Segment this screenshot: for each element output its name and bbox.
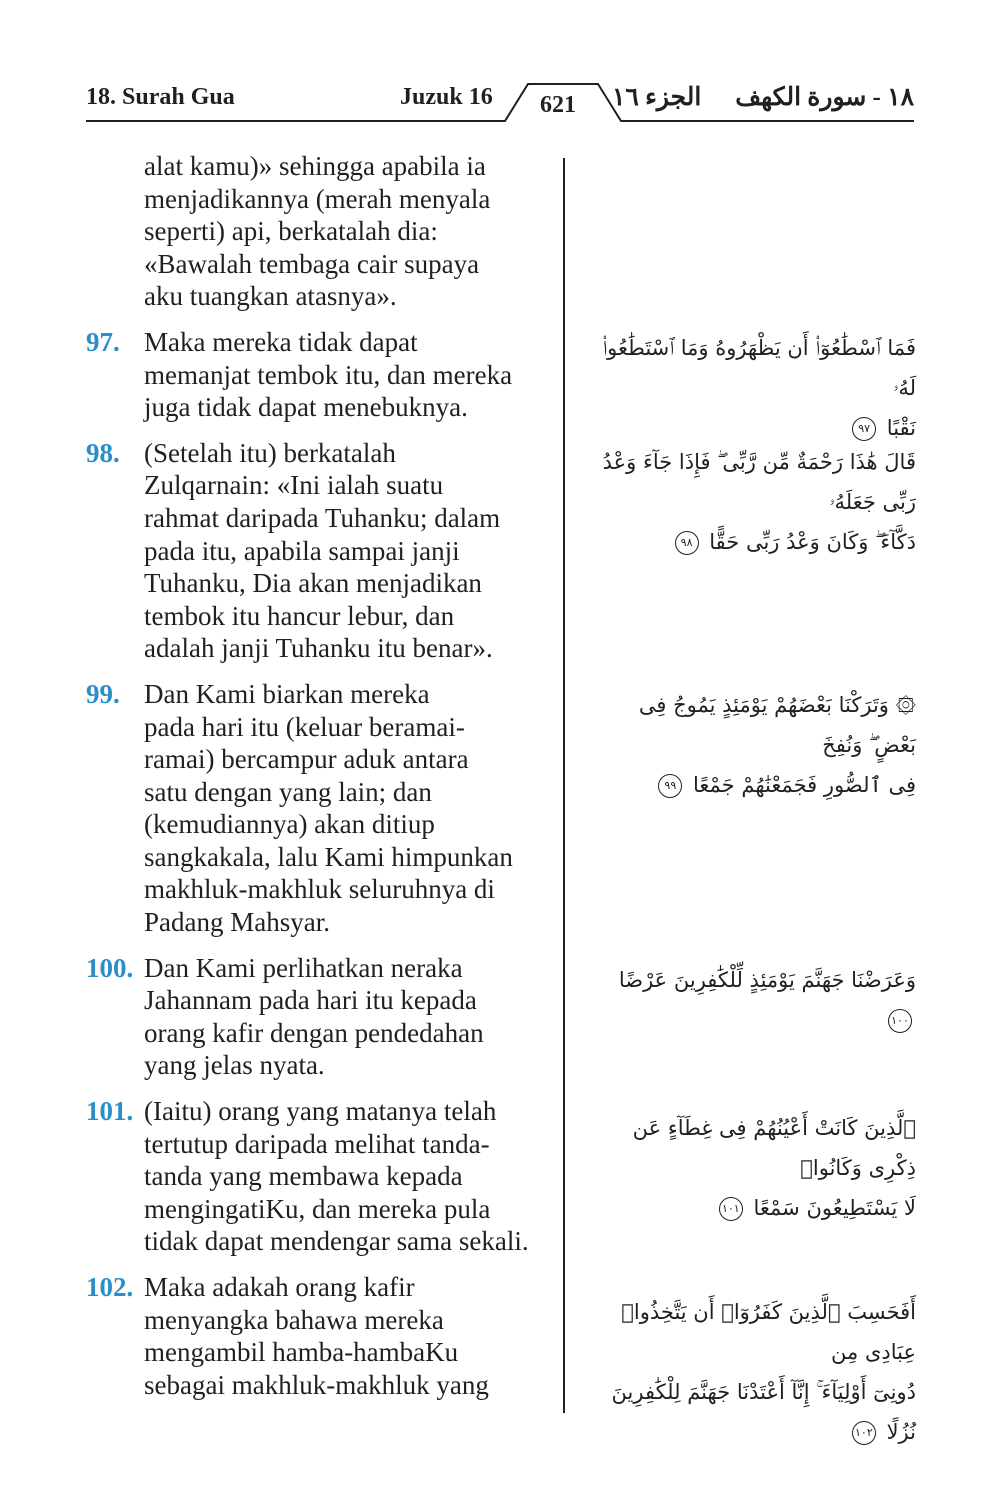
arabic-line: لَا يَسْتَطِيعُونَ سَمْعًا [753, 1196, 916, 1220]
arabic-line: دُونِىٓ أَوْلِيَآءَ ۚ إِنَّآ أَعْتَدْنَا جَهَنَّمَ لِلْكَٰفِرِينَ [611, 1380, 916, 1404]
arabic-juz-label: الجزء ١٦ [612, 84, 702, 111]
translation-column [86, 150, 564, 1414]
surah-title: 18. Surah Gua [86, 84, 235, 110]
arabic-line: وَعَرَضْنَا جَهَنَّمَ يَوْمَئِذٍ لِّلْكَٰفِرِينَ عَرْضًا [618, 968, 916, 992]
arabic-line: قَالَ هَٰذَا رَحْمَةٌ مِّن رَّبِّى ۖ فَإِذَا جَآءَ وَعْدُ رَبِّى جَعَلَهُۥ [602, 450, 916, 514]
translation-block [86, 150, 564, 313]
arabic-line: ٱلَّذِينَ كَانَتْ أَعْيُنُهُمْ فِى غِطَآءٍ عَن ذِكْرِى وَكَانُوا۟ [632, 1116, 916, 1180]
arabic-line: فِى ٱلصُّورِ فَجَمَعْنَٰهُمْ جَمْعًا [693, 773, 916, 797]
verse-end-marker: ٩٧ [852, 417, 876, 441]
translation-block [86, 1095, 564, 1258]
translation-text: alat kamu)» sehingga apabila ia menjadikannya (merah menyala seperti) api, berkatalah dia: «Bawalah tembaga cair supaya aku tuangkan atasnya». [144, 151, 491, 312]
verse-number [86, 150, 144, 313]
translation-block [86, 678, 564, 939]
verse-end-marker: ٩٨ [675, 531, 699, 555]
page-number: 621 [540, 92, 576, 118]
translation-block [86, 1271, 564, 1401]
arabic-verse-98 [596, 442, 916, 562]
arabic-line: نَقْبًا [886, 416, 916, 440]
verse-number: 99. [86, 678, 120, 709]
verse-end-marker: ١٠٠ [888, 1009, 912, 1033]
translation-text: (Setelah itu) berkatalah Zulqarnain: «Ini ialah suatu rahmat daripada Tuhanku; dalam pada itu, apabila sampai janji Tuhanku, Dia akan menjadikan tembok itu hancur lebur, dan adalah janji Tuhanku itu benar». [144, 437, 501, 664]
arabic-line: نُزُلًا [886, 1420, 916, 1444]
verse-number: 102. [86, 1272, 134, 1302]
translation-text: Maka adakah orang kafir menyangka bahawa mereka mengambil hamba-hambaKu sebagai makhluk-makhluk yang [144, 1272, 489, 1400]
arabic-verse-99 [596, 685, 916, 805]
translation-block [86, 952, 564, 1082]
verse-number: 100. [86, 952, 134, 983]
header-rule [0, 0, 1000, 130]
verse-end-marker: ١٠٢ [852, 1421, 876, 1445]
arabic-verse-101 [596, 1108, 916, 1228]
verse-end-marker: ٩٩ [658, 774, 682, 798]
page-header [0, 0, 1000, 130]
arabic-line: ۞ وَتَرَكْنَا بَعْضَهُمْ يَوْمَئِذٍ يَمُوجُ فِى بَعْضٍ ۖ وَنُفِخَ [638, 693, 916, 757]
translation-block [86, 326, 564, 424]
verse-number: 101. [86, 1096, 134, 1127]
arabic-verse-102 [596, 1292, 916, 1452]
verse-number: 97. [86, 326, 120, 357]
translation-block [86, 437, 564, 665]
arabic-line: أَفَحَسِبَ ٱلَّذِينَ كَفَرُوٓا۟ أَن يَتَّخِذُوا۟ عِبَادِى مِن [621, 1300, 916, 1364]
translation-text: Dan Kami perlihatkan neraka Jahannam pada hari itu kepada orang kafir dengan pendedahan yang jelas nyata. [144, 952, 484, 1081]
translation-text: (Iaitu) orang yang matanya telah tertutup daripada melihat tanda- tanda yang membawa kepada mengingatiKu, dan mereka pula tidak dapat mendengar sama sekali. [144, 1096, 529, 1257]
translation-text: Maka mereka tidak dapat memanjat tembok itu, dan mereka juga tidak dapat menebuknya. [144, 326, 513, 423]
translation-text: Dan Kami biarkan mereka pada hari itu (keluar beramai- ramai) bercampur aduk antara satu dengan yang lain; dan (kemudiannya) akan ditiup sangkakala, lalu Kami himpunkan makhluk-makhluk seluruhnya di Padang Mahsyar. [144, 678, 513, 938]
verse-end-marker: ١٠١ [719, 1197, 743, 1221]
arabic-verse-97 [596, 328, 916, 448]
juzuk-label: Juzuk 16 [400, 84, 493, 110]
arabic-verse-100 [596, 960, 916, 1040]
arabic-line: فَمَا ٱسْطَٰعُوٓا۟ أَن يَظْهَرُوهُ وَمَا ٱسْتَطَٰعُوا۟ لَهُۥ [602, 336, 916, 400]
arabic-line: دَكَّآءَ ۖ وَكَانَ وَعْدُ رَبِّى حَقًّا [709, 530, 916, 554]
arabic-surah-title: ١٨ - سورة الكهف [735, 84, 914, 111]
verse-number: 98. [86, 437, 120, 468]
